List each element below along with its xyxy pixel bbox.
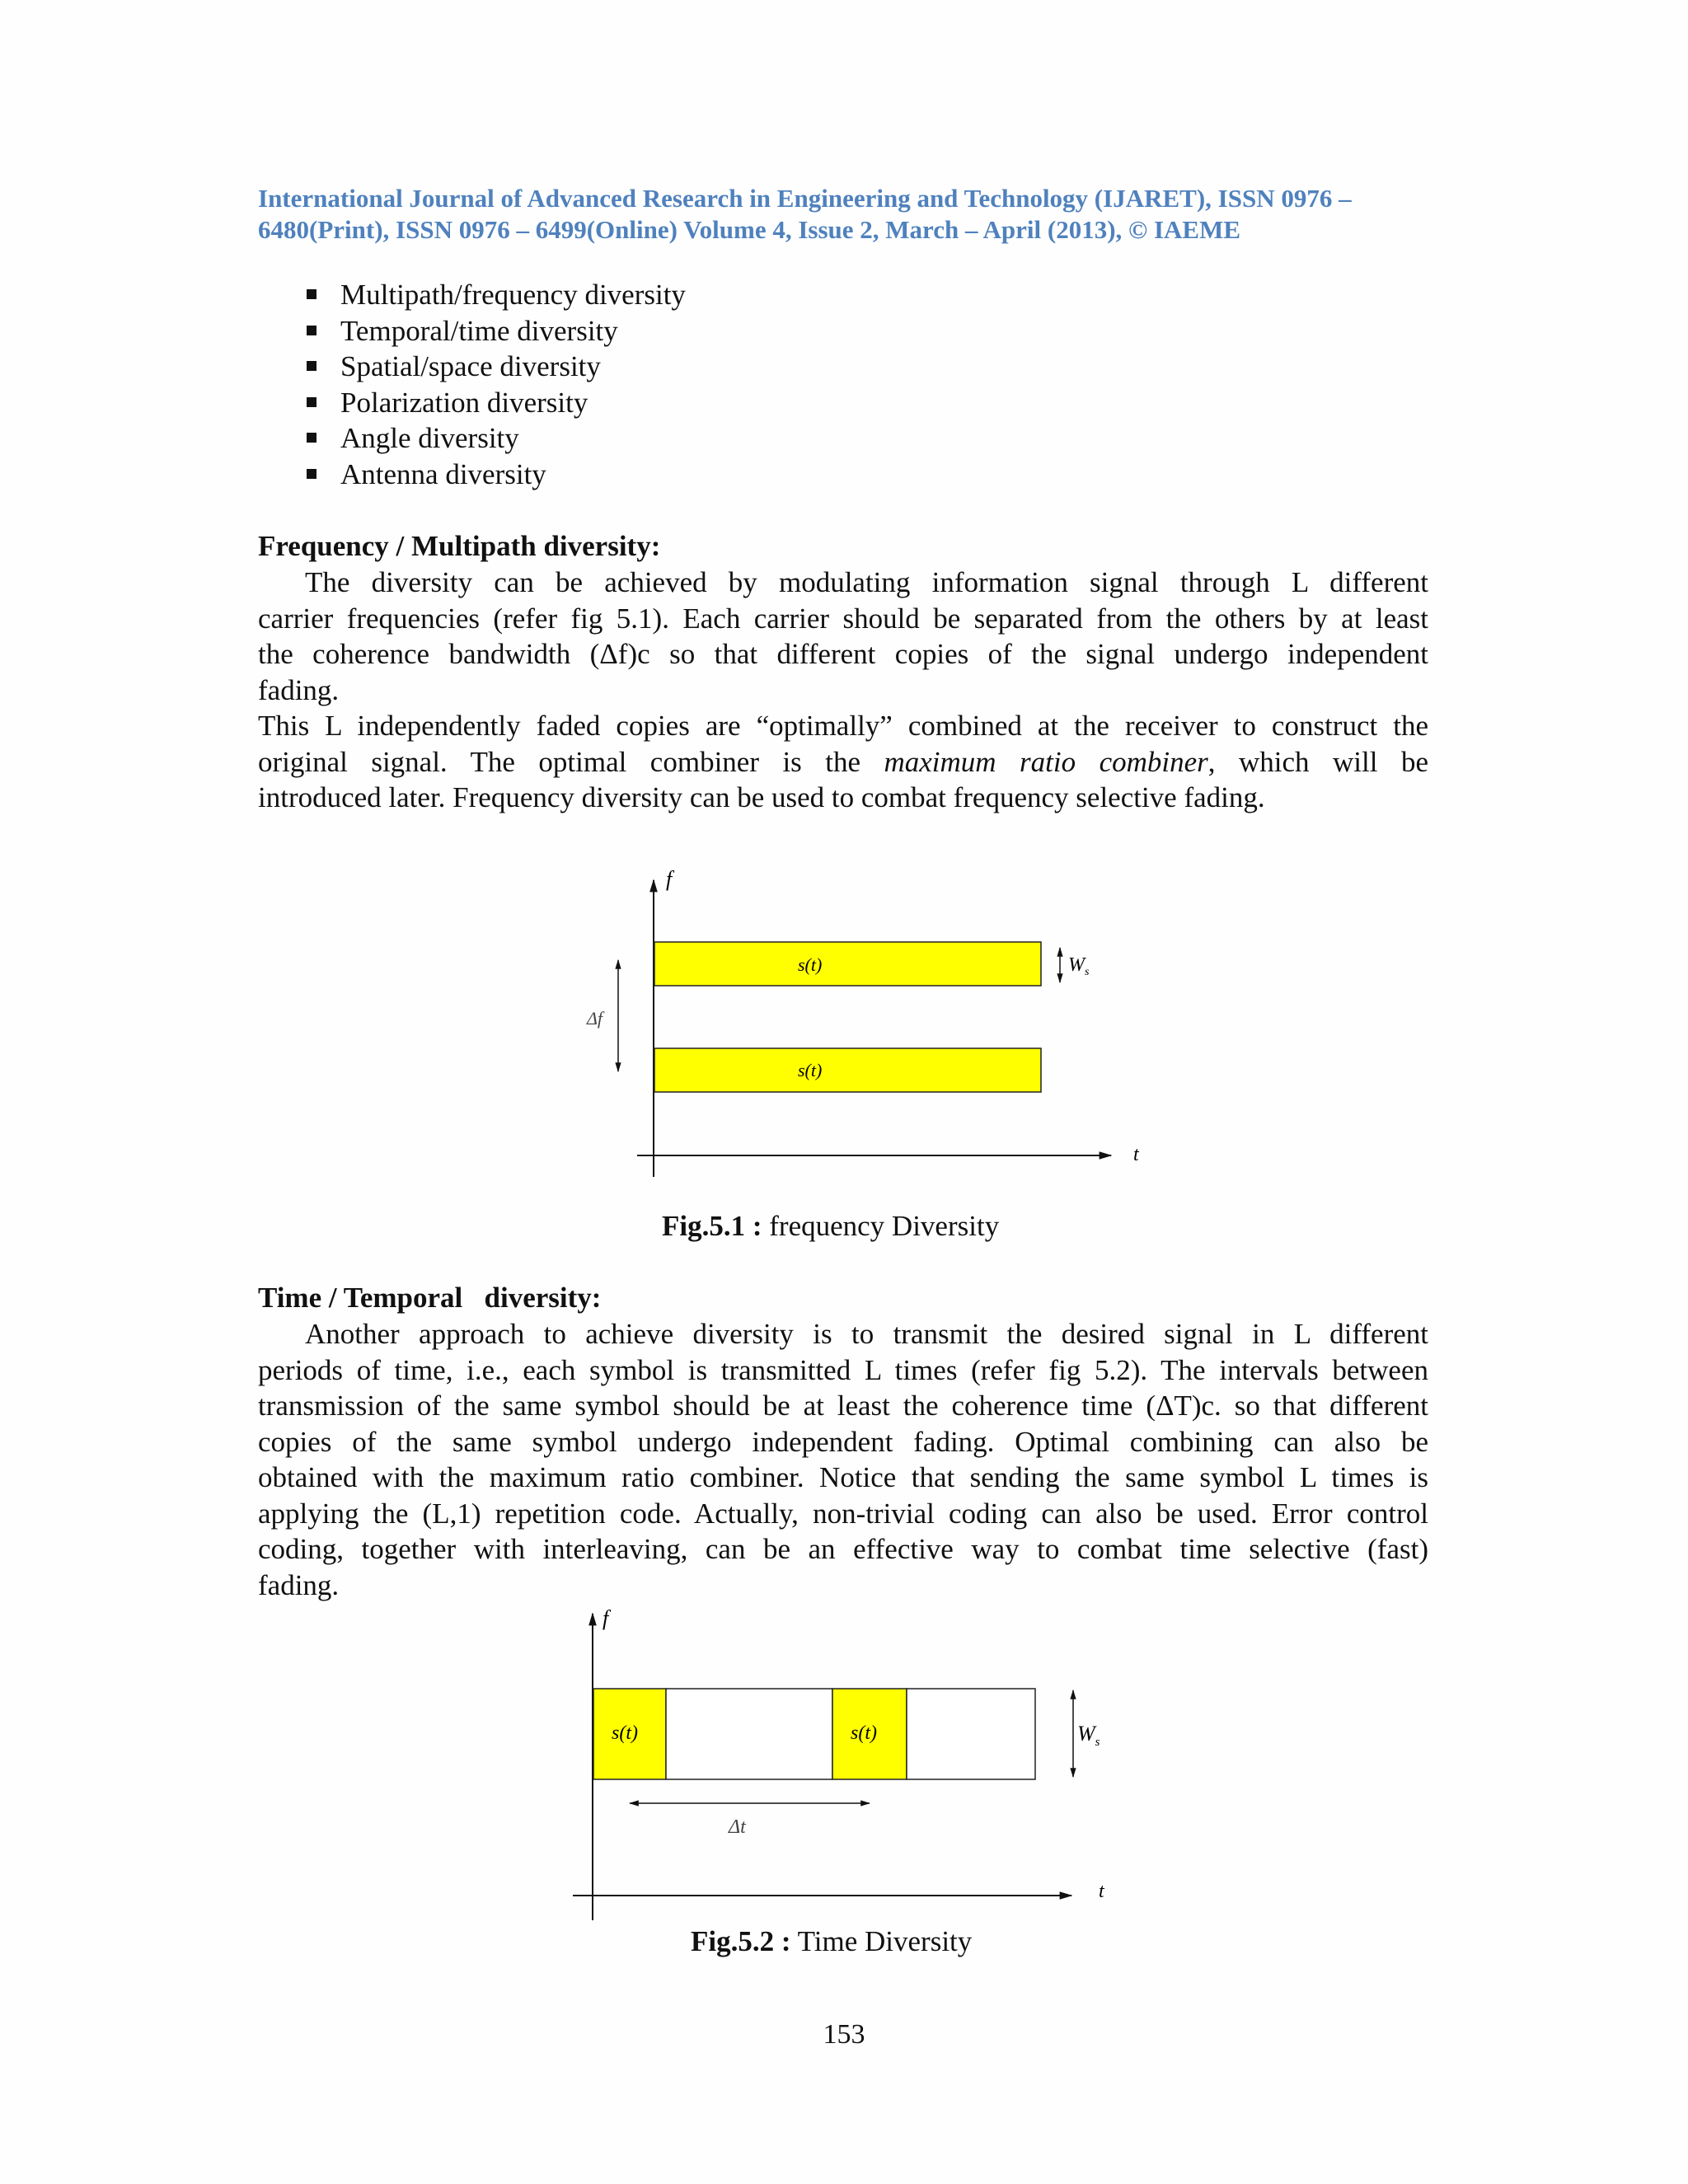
list-item: Antenna diversity: [305, 457, 686, 493]
figure2-caption: Fig.5.2 : Time Diversity: [691, 1925, 973, 1957]
section-heading-time: Time / Temporal diversity:: [258, 1282, 602, 1314]
delta-t-label: Δt: [729, 1816, 746, 1838]
f-axis-label: f: [603, 1606, 609, 1630]
paragraph-frequency-2: This L independently faded copies are “optimally” combined at the receiver to construct the: [258, 710, 1428, 742]
slot-1-label: s(t): [612, 1722, 638, 1744]
band-2-label: s(t): [798, 1060, 823, 1080]
ws-label: $W_s$: [1077, 1722, 1100, 1749]
slot-3-label: s(t): [851, 1722, 877, 1744]
ws-label: $W_s$: [1068, 954, 1090, 978]
t-axis-label: t: [1099, 1881, 1104, 1902]
list-item: Polarization diversity: [305, 385, 686, 421]
paragraph-frequency-1: The diversity can be achieved by modulating information signal through L different carrier frequencies (refer fig 5.1). Each carrier should be separated from the others by at least the coherence bandwidth (Δf)c so that different copies of the signal undergo independent fading. This L independently faded copies are “optimally” combined at the receiver to construct the original signal. The optimal combiner is the maximum ratio combiner, which will be introduced later. Frequency diversity can be used to combat frequency selective fading.: [258, 566, 1428, 813]
list-item: Angle diversity: [305, 420, 686, 457]
page-number: 153: [823, 2019, 865, 2050]
slot-2: [666, 1689, 832, 1779]
t-axis-label: t: [1133, 1144, 1139, 1165]
list-item: Temporal/time diversity: [305, 313, 686, 349]
list-item: Spatial/space diversity: [305, 349, 686, 385]
list-item: Multipath/frequency diversity: [305, 277, 686, 313]
section-heading-frequency: Frequency / Multipath diversity:: [258, 530, 661, 562]
delta-f-label: Δf: [587, 1008, 603, 1029]
journal-header-line2: 6480(Print), ISSN 0976 – 6499(Online) Volume 4, Issue 2, March – April (2013), © IAEME: [258, 215, 1241, 244]
journal-header-line1: International Journal of Advanced Research in Engineering and Technology (IJARET), ISSN 0976 –: [258, 184, 1352, 213]
f-axis-label: f: [666, 867, 673, 891]
band-1-label: s(t): [798, 954, 823, 975]
figure1-caption: Fig.5.1 : frequency Diversity: [662, 1210, 1000, 1242]
slot-4: [907, 1689, 1035, 1779]
paragraph-time: Another approach to achieve diversity is to transmit the desired signal in L different periods of time, i.e., each symbol is transmitted L times (refer fig 5.2). The intervals between transmission of the same symbol should be at least the coherence time (ΔT)c. so that different copies of the same symbol undergo independent fading. Optimal combining can also be obtained with the maximum ratio combiner. Notice that sending the same symbol L times is applying the (L,1) repetition code. Actually, non-trivial coding can also be used. Error control coding, together with interleaving, can be an effective way to combat time selective (fast) fading.: [258, 1318, 1428, 1601]
